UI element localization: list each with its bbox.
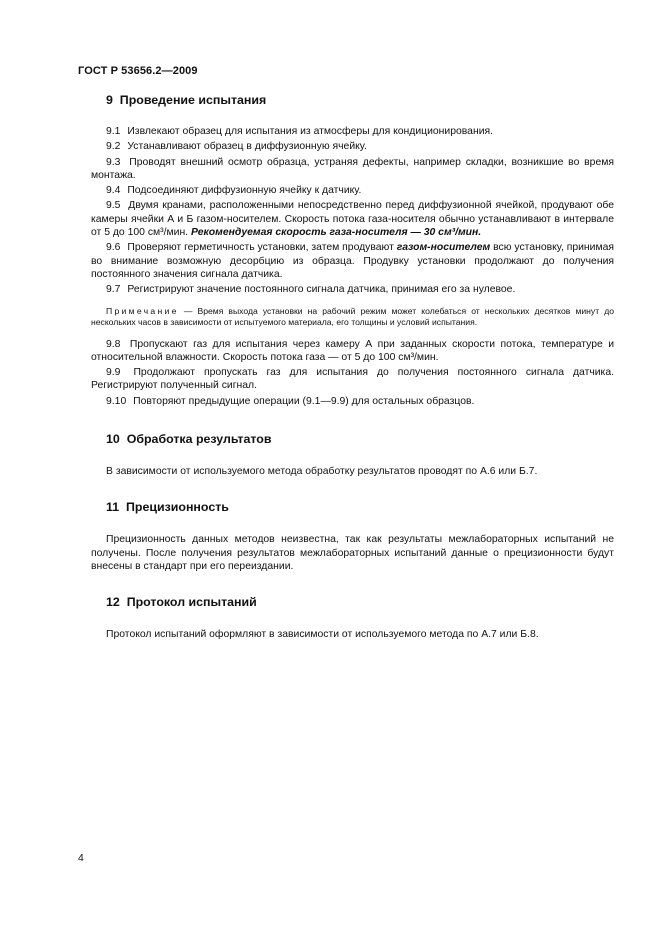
page-number: 4 [78, 853, 84, 864]
clause-number: 9.8 [106, 338, 121, 350]
clause-number: 9.3 [106, 156, 121, 168]
document-content [91, 93, 614, 642]
clause-number: 9.1 [106, 126, 121, 137]
clause-number: 9.6 [106, 242, 121, 254]
section-number: 10 [106, 432, 120, 447]
section-12-title [91, 595, 614, 610]
clause-text: Регистрируют значение постоянного сигнала датчика, принимая его за нулевое. [127, 284, 516, 296]
clause-text-before: Проверяют герметичность установки, затем продувают [127, 242, 394, 254]
clause-text: Двумя кранами, расположенными непосредственно перед диффузионной ячейкой, продувают обе камеры ячейки А и Б газом-носителем. Скорость потока газа-носителя обычно устанавливают в интервале от 5 до 100 см³/мин. [91, 200, 615, 239]
clause-text-after: всю установку, принимая во внимание возможную десорбцию из образца. Продувку установки продолжают до получения постоянного значения сигнала датчика. [91, 242, 615, 280]
clause-text: Повторяют предыдущие операции (9.1—9.9) для остальных образцов. [133, 395, 475, 407]
section-title-text: Проведение испытания [119, 93, 267, 107]
section-number: 11 [106, 500, 120, 515]
clause-text: Проводят внешний осмотр образца, устраняя дефекты, например складки, возникшие во время монтажа. [91, 156, 614, 181]
clause-9-10 [91, 395, 614, 408]
section-11-body: Прецизионность данных методов неизвестна, так как результаты межлабораторных испытаний не получены. После получения результатов межлабораторных испытаний данные о прецизионности будут внесены в стандарт при его переиздании. [91, 534, 614, 572]
clause-number: 9.4 [106, 185, 121, 197]
clause-9-7 [91, 283, 614, 296]
section-10-title [91, 432, 614, 447]
clause-9-1 [91, 125, 614, 138]
clause-number: 9.9 [106, 367, 121, 379]
section-11-title [91, 500, 614, 515]
clause-9-5 [91, 199, 614, 239]
clause-9-2 [91, 140, 614, 153]
section-number: 12 [106, 595, 120, 610]
clause-9-4 [91, 184, 614, 197]
section-title-text: Прецизионность [126, 500, 229, 515]
clause-9-9 [91, 366, 614, 393]
clause-9-8 [91, 338, 614, 365]
clause-number: 9.2 [106, 141, 121, 153]
clause-text: Подсоединяют диффузионную ячейку к датчику. [127, 185, 362, 197]
clause-number: 9.10 [106, 395, 127, 407]
section-10-body: В зависимости от используемого метода обработку результатов проводят по А.6 или Б.7. [106, 466, 538, 478]
clause-text: Пропускают газ для испытания через камеру А при заданных скорости потока, температуре и относительной влажности. Скорость потока газа — от 5 до 100 см³/мин. [91, 338, 614, 363]
note-text: — Время выхода установки на рабочий режим может колебаться от нескольких десятков минут до нескольких часов в зависимости от испытуемого материала, его толщины и условий испытания. [91, 305, 614, 328]
clause-text: Продолжают пропускать газ для испытания до получения постоянного сигнала датчика. Регистрируют полученный сигнал. [91, 367, 614, 392]
clause-9-3 [91, 156, 614, 183]
clause-emphasis: Рекомендуемая скорость газа-носителя — 30 см³/мин. [190, 227, 482, 239]
section-number: 9 [106, 93, 113, 107]
standard-header: ГОСТ Р 53656.2—2009 [78, 65, 198, 77]
clause-number: 9.5 [106, 200, 121, 212]
clause-emphasis: газом-носителем [396, 242, 491, 254]
section-12-body: Протокол испытаний оформляют в зависимости от используемого метода по А.7 или Б.8. [106, 629, 539, 641]
section-title-text: Протокол испытаний [126, 595, 257, 610]
section-9-title [91, 93, 614, 108]
note-label: Примечание [106, 305, 179, 316]
note [91, 306, 614, 329]
clause-text: Извлекают образец для испытания из атмосферы для кондиционирования. [127, 126, 494, 137]
section-title-text: Обработка результатов [126, 432, 272, 447]
clause-number: 9.7 [106, 284, 121, 296]
clause-9-6 [91, 241, 614, 281]
clause-text: Устанавливают образец в диффузионную ячейку. [127, 141, 367, 153]
